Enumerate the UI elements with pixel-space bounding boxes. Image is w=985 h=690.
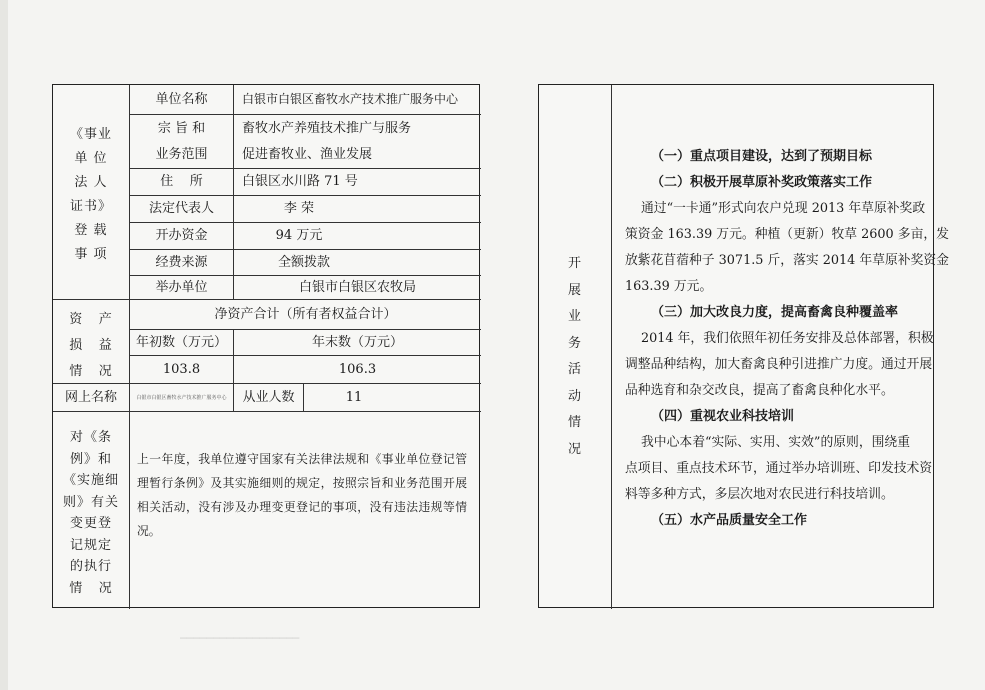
online-name-value: 白银市白银区畜牧水产技术推广服务中心 [136,394,227,401]
end-year-label: 年末数（万元） [311,334,403,350]
staff-count-value: 11 [345,389,363,405]
paragraph-line: 2014 年，我们依照年初任务安排及总体部署，积极 [641,331,934,346]
business-activities-page [538,84,949,608]
label-business-scope: 业务范围 [155,146,208,162]
paragraph-line: 策资金 163.39 万元。种植（更新）牧草 2600 多亩，发 [625,227,949,242]
paragraph-line: 通过“一卡通”形式向农户兑现 2013 年草原补奖政 [641,201,926,216]
value-purpose: 畜牧水产养殖技术推广与服务 [242,120,412,136]
paragraph-line: 163.39 万元。 [625,279,713,294]
net-assets-header: 净资产合计（所有者权益合计） [214,306,397,322]
label-capital: 开办资金 [155,228,208,244]
begin-year-label: 年初数（万元） [135,334,227,350]
paragraph-line: 点项目、重点技术环节，通过举办培训班、印发技术资 [625,461,933,476]
heading-tech-training: （四）重视农业科技培训 [651,409,795,424]
paragraph-line: 调整品种结构，加大畜禽良种引进推广力度。通过开展 [625,357,933,372]
value-legal-rep: 李 荣 [283,201,315,217]
label-sponsor: 举办单位 [155,279,208,295]
begin-year-value: 103.8 [162,361,201,377]
registration-form-page [52,84,480,608]
section-label-assets: 资 产 损 益 情 况 [69,312,113,379]
end-year-value: 106.3 [338,361,377,377]
divider [611,85,612,609]
value-funding-source: 全额拨款 [277,254,330,270]
heading-key-projects: （一）重点项目建设，达到了预期目标 [651,149,873,164]
divider [129,114,481,115]
scan-edge-left [0,0,8,690]
paragraph-line: 放紫花苜蓿种子 3071.5 斤，落实 2014 年草原补奖资金 [625,253,949,268]
label-purpose: 宗 旨 和 [157,120,206,136]
section-label-activities: 开 展 业 务 活 动 情 况 [567,256,582,457]
value-address: 白银区水川路 71 号 [242,174,358,190]
heading-aquatic-safety: （五）水产品质量安全工作 [651,513,808,528]
divider [53,411,481,412]
paragraph-line: 品种选育和杂交改良，提高了畜禽良种化水平。 [625,383,894,398]
paragraph-line: 料等多种方式，多层次地对农民进行科技培训。 [625,487,894,502]
paragraph-line: 我中心本着“实际、实用、实效”的原则，围绕重 [641,435,911,450]
staff-count-label: 从业人数 [242,389,295,405]
label-unit-name: 单位名称 [155,91,208,107]
value-business-scope: 促进畜牧业、渔业发展 [242,146,373,162]
value-sponsor: 白银市白银区农牧局 [298,279,416,295]
section-label-registered: 《事业 单 位 法 人 证书》 登 载 事 项 [69,127,112,263]
heading-breed-improvement: （三）加大改良力度，提高畜禽良种覆盖率 [651,305,899,320]
label-address: 住 所 [160,174,203,190]
online-name-label: 网上名称 [64,389,117,405]
section-label-execution: 对《条 例》和 《实施细 则》有关 变更登 记规定 的执行 情 况 [62,430,119,596]
label-legal-rep: 法定代表人 [148,201,214,217]
label-funding-source: 经费来源 [155,254,208,270]
value-unit-name: 白银市白银区畜牧水产技术推广服务中心 [242,92,459,107]
bleed-through-marks: ━━━━━━━━━━━━━━━━━━ [180,632,300,645]
heading-grassland-policy: （二）积极开展草原补奖政策落实工作 [651,175,873,190]
value-capital: 94 万元 [275,228,323,244]
execution-statement: 上一年度，我单位遵守国家有关法律法规和《事业单位登记管理暂行条例》及其实施细则的规定，按照宗旨和业务范围开展相关活动，没有涉及办理变更登记的事项，没有违法违规等情况。 [137,452,467,538]
